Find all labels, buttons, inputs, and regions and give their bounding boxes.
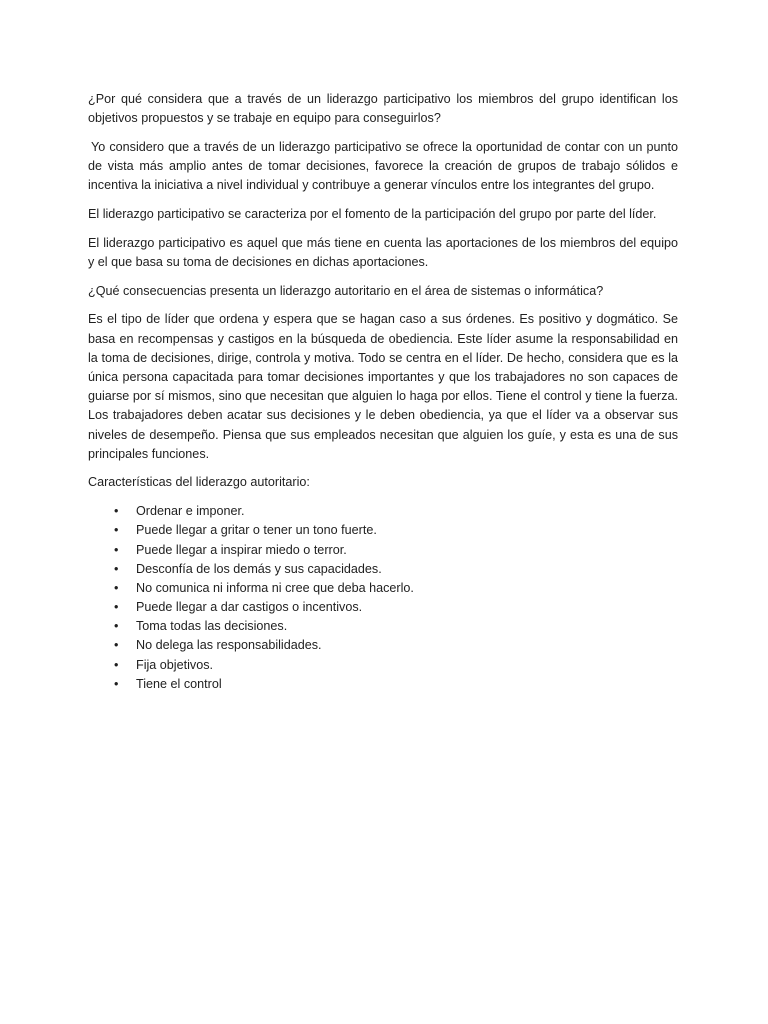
bullet-icon: • xyxy=(114,638,119,653)
list-item xyxy=(88,541,678,560)
bullet-icon: • xyxy=(114,542,119,557)
list-item xyxy=(88,656,678,675)
list-item xyxy=(88,636,678,655)
list-item xyxy=(88,617,678,636)
list-item xyxy=(88,579,678,598)
list-item-text: Puede llegar a gritar o tener un tono fuerte. xyxy=(136,523,377,538)
list-item xyxy=(88,675,678,694)
bullet-icon: • xyxy=(114,600,119,615)
bullet-icon: • xyxy=(114,580,119,595)
list-item xyxy=(88,560,678,579)
list-item-text: Desconfía de los demás y sus capacidades. xyxy=(136,561,382,576)
list-item-text: Toma todas las decisiones. xyxy=(136,619,288,634)
list-item-text: Ordenar e imponer. xyxy=(136,504,245,519)
question-paragraph-1: ¿Por qué considera que a través de un liderazgo participativo los miembros del grupo identifican los objetivos propuestos y se trabaje en equipo para conseguirlos? xyxy=(88,92,678,126)
bullet-icon: • xyxy=(114,561,119,576)
list-item-text: Tiene el control xyxy=(136,676,222,691)
list-item-text: Puede llegar a inspirar miedo o terror. xyxy=(136,542,347,557)
answer-paragraph-2: Es el tipo de líder que ordena y espera que se hagan caso a sus órdenes. Es positivo y dogmático. Se basa en recompensas y castigos en la búsqueda de obediencia. Este líder asume la responsabilidad en la toma de decisiones, dirige, controla y motiva. Todo se centra en el líder. De hecho, considera que es la única persona capacitada para tomar decisiones importantes y que los trabajadores no son capaces de guiarse por sí mismos, sino que necesitan que alguien lo haga por ellos. Tiene el control y tiene la fuerza. Los trabajadores deben acatar sus decisiones y le deben obediencia, ya que el líder va a observar sus niveles de desempeño. Piensa que sus empleados necesitan que alguien los guíe, y esta es una de sus principales funciones. xyxy=(88,312,678,461)
list-item xyxy=(88,502,678,521)
characteristics-list xyxy=(88,502,678,694)
list-item-text: Puede llegar a dar castigos o incentivos. xyxy=(136,600,363,615)
bullet-icon: • xyxy=(114,523,119,538)
list-item xyxy=(88,521,678,540)
body-paragraph-3: El liderazgo participativo es aquel que más tiene en cuenta las aportaciones de los miembros del equipo y el que basa su toma de decisiones en dichas aportaciones. xyxy=(88,235,678,269)
body-paragraph-2: El liderazgo participativo se caracteriza por el fomento de la participación del grupo por parte del líder. xyxy=(88,207,657,222)
bullet-icon: • xyxy=(114,657,119,672)
bullet-icon: • xyxy=(114,619,119,634)
list-item-text: Fija objetivos. xyxy=(136,657,213,672)
document-page xyxy=(88,90,678,694)
bullet-icon: • xyxy=(114,676,119,691)
list-item-text: No delega las responsabilidades. xyxy=(136,638,322,653)
bullet-icon: • xyxy=(114,504,119,519)
question-paragraph-2: ¿Qué consecuencias presenta un liderazgo autoritario en el área de sistemas o informática? xyxy=(88,283,604,298)
list-heading: Características del liderazgo autoritario: xyxy=(88,475,310,490)
answer-paragraph-1: Yo considero que a través de un liderazgo participativo se ofrece la oportunidad de contar con un punto de vista más amplio antes de tomar decisiones, favorece la creación de grupos de trabajo sólidos e incentiva la iniciativa a nivel individual y contribuye a generar vínculos entre los integrantes del grupo. xyxy=(88,139,678,193)
list-item xyxy=(88,598,678,617)
list-item-text: No comunica ni informa ni cree que deba hacerlo. xyxy=(136,580,414,595)
